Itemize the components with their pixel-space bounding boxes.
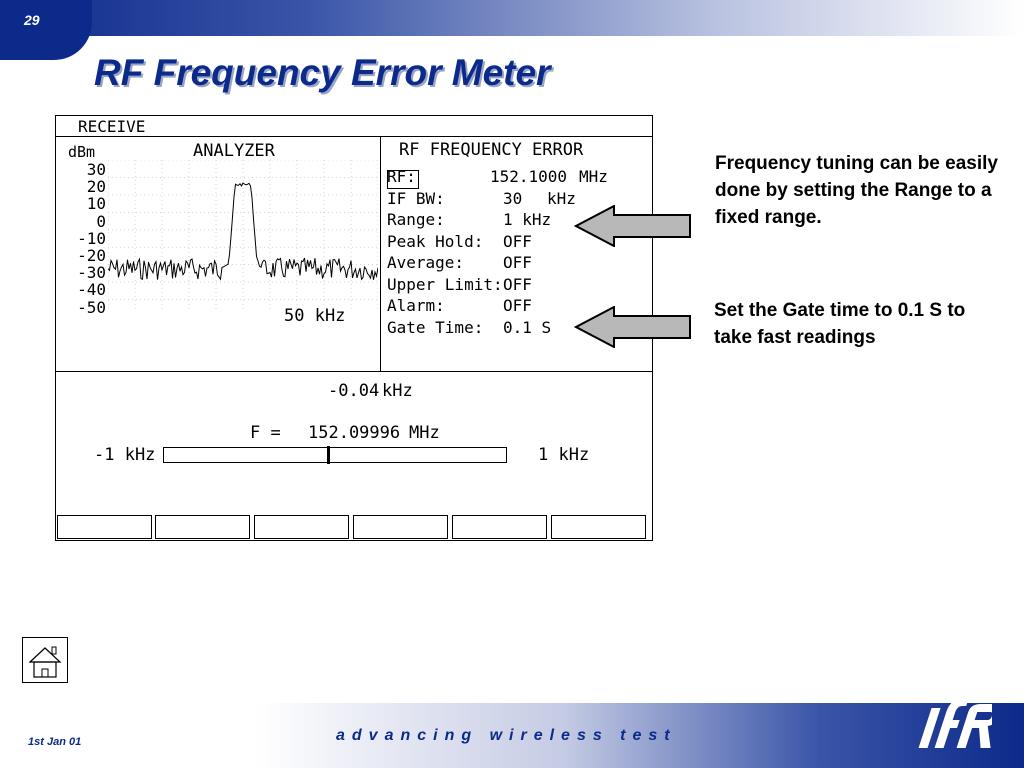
divider [56, 136, 652, 137]
analyzer-title: ANALYZER [193, 141, 275, 161]
spectrum-plot [108, 160, 378, 310]
analyzer-span: 50 kHz [284, 306, 346, 326]
rf-row-value: 30 [503, 188, 523, 208]
error-unit: kHz [382, 381, 413, 401]
rf-row-value: 152.1000 [490, 167, 568, 186]
y-tick-label: -30 [77, 263, 106, 283]
freq-unit: MHz [409, 423, 440, 443]
slide-number-tab [0, 0, 92, 60]
scale-max-label: 1 kHz [538, 445, 590, 465]
rf-row-label: Range: [387, 210, 445, 229]
mode-title: RECEIVE [78, 117, 146, 136]
y-tick-label: -40 [77, 280, 106, 300]
divider [56, 371, 652, 372]
rf-row-unit: MHz [579, 167, 608, 186]
arrow-left-icon [574, 306, 692, 348]
y-tick-label: -20 [77, 246, 106, 265]
spectrum-trace [108, 183, 378, 280]
rf-row-label: Gate Time: [387, 317, 484, 337]
gate-note: Set the Gate time to 0.1 S to take fast readings [714, 300, 966, 348]
rf-row-unit: kHz [547, 188, 576, 208]
ifr-logo [908, 682, 992, 754]
softkey-4[interactable] [353, 515, 448, 539]
rf-row-label: RF: [387, 167, 416, 186]
header-band [0, 0, 1024, 36]
rf-row-value: OFF [503, 231, 532, 251]
softkey-1[interactable] [57, 515, 152, 539]
analyzer-unit: dBm [68, 143, 96, 161]
error-bar-marker [327, 446, 330, 464]
softkey-2[interactable] [155, 515, 250, 539]
rf-row-label: Alarm: [387, 296, 445, 315]
rf-row-value: OFF [503, 253, 532, 272]
range-note: Frequency tuning can be easily done by setting the Range to a fixed range. [715, 153, 998, 228]
arrow-left-icon [574, 205, 692, 247]
softkey-6[interactable] [551, 515, 646, 539]
scale-min-label: -1 kHz [94, 445, 156, 465]
error-reading: -0.04 [328, 381, 380, 401]
error-bar [163, 447, 507, 463]
instrument-screen [55, 115, 653, 541]
softkey-5[interactable] [452, 515, 547, 539]
softkey-3[interactable] [254, 515, 349, 539]
y-tick-label: 0 [96, 211, 106, 231]
tagline: advancing wireless test [336, 727, 677, 744]
rf-row-label: IF BW: [387, 188, 445, 208]
y-tick-label: 20 [86, 177, 106, 197]
slide-date: 1st Jan 01 [28, 736, 82, 748]
home-button[interactable] [22, 637, 68, 683]
rf-row-value: OFF [503, 296, 532, 315]
rf-row-value: 1 kHz [503, 210, 552, 229]
freq-value: 152.09996 [308, 423, 401, 443]
rf-row-label: Peak Hold: [387, 231, 484, 251]
rf-row-value: OFF [503, 274, 532, 294]
rf-row-label: Average: [387, 253, 465, 272]
divider [380, 136, 381, 371]
y-tick-label: 10 [86, 194, 106, 214]
y-tick-label: -10 [77, 228, 106, 248]
slide-number: 29 [24, 12, 40, 28]
rf-row-value: 0.1 S [503, 317, 552, 337]
y-tick-label: -50 [77, 297, 106, 317]
home-icon [23, 638, 67, 682]
freq-label: F = [250, 423, 281, 443]
y-tick-label: 30 [86, 160, 106, 179]
softkey-row [56, 515, 652, 541]
rf-row-label: Upper Limit: [387, 274, 503, 294]
slide-title: RF Frequency Error Meter [94, 52, 551, 93]
rf-error-title: RF FREQUENCY ERROR [399, 140, 584, 160]
